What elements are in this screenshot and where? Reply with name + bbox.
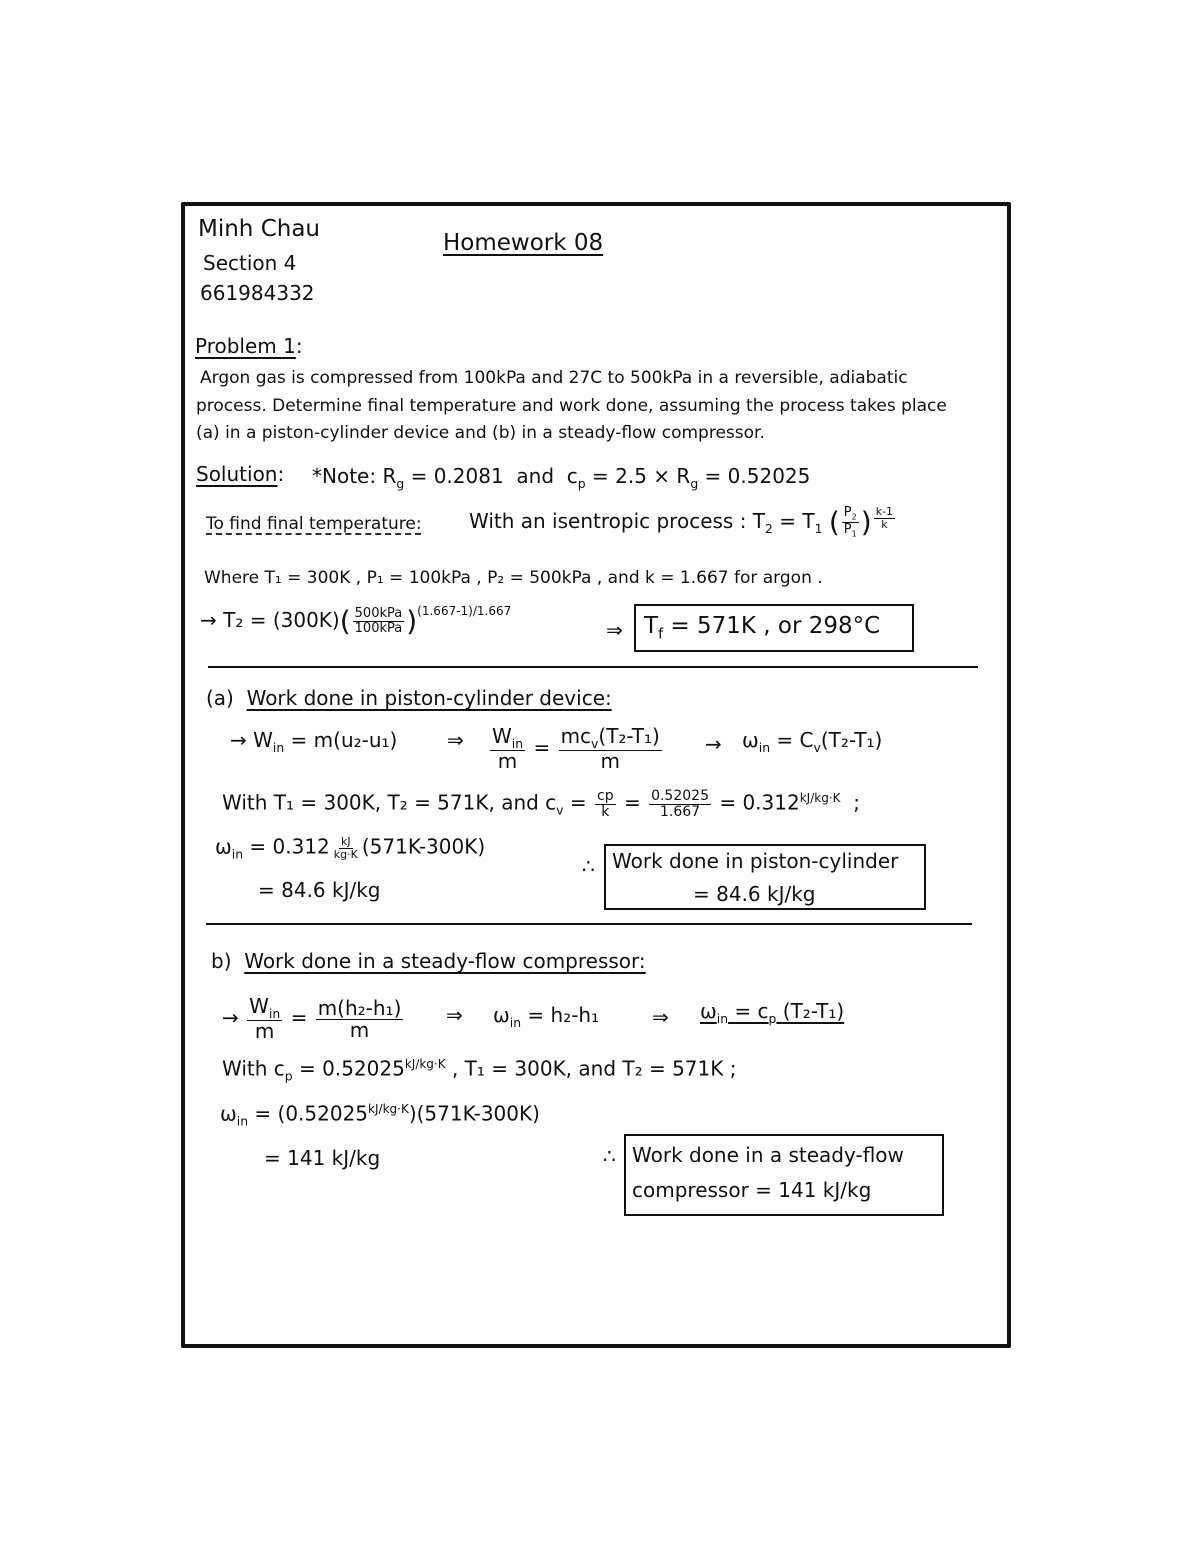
final-temp-result: $T_f = 571K$ , or 298°C [644,613,881,643]
part-a-equation-3: $\omega_{in} = C_v(T_2-T_1)$ [742,728,883,755]
part-a-arrow-2: → [705,732,722,756]
section-label: Section 4 [203,251,297,275]
divider [208,666,978,668]
part-b-arrow-1: ⇒ [446,1003,463,1027]
part-b-work-line-1: $\omega_{in} = (0.52025^{kJ/kg\cdot K})(571K-300K)$ [220,1101,540,1129]
result-arrow: ⇒ [606,618,623,642]
part-b-given: With $c_p = 0.52025^{kJ/kg\cdot K}$ , T₁ = 300K, and T₂ = 571K ; [222,1056,737,1084]
final-temp-heading: To find final temperature: [206,514,422,534]
part-b-equation-1: → $\frac{W_{in}}{m}$ = $\frac{\text{m(h₂-h₁)}}{m}$ [222,994,402,1044]
solution-heading: Solution: [196,462,285,486]
given-values: Where T₁ = 300K , P₁ = 100kPa , P₂ = 500kPa , and k = 1.667 for argon . [204,568,823,588]
part-a-therefore: ∴ [582,854,595,878]
part-b-equation-3: $\omega_{in} = c_p$ (T₂-T₁) [700,999,845,1026]
part-a-equation-2: $\frac{W_{in}}{m}$ = $\frac{mc_v(T_2-T_1)}{m}$ [492,724,660,774]
part-a-work-line-1: $\omega_{in} = 0.312$ $\frac{kJ}{kg\cdot K}$ (571K-300K) [215,834,486,862]
solution-note: *Note: $R_g = 0.2081$ and $c_p = 2.5 \times R_g = 0.52025$ [312,464,811,491]
part-a-arrow-1: ⇒ [447,728,464,752]
part-a-equation-1: → $W_{in} = m(u_2-u_1)$ [230,728,398,755]
problem-heading: Problem 1: [195,334,303,358]
divider [206,923,972,925]
problem-line-1: Argon gas is compressed from 100kPa and 27C to 500kPa in a reversible, adiabatic [200,368,908,388]
temperature-calculation: → T₂ = (300K)( $\frac{\text{500kPa}}{\text{100kPa}}$ )$^{(1.667-1)/1.667}$ [200,604,512,638]
problem-line-3: (a) in a piston-cylinder device and (b) in a steady-flow compressor. [196,423,765,443]
part-a-result-line-1: Work done in piston-cylinder [612,849,899,873]
part-a-heading: (a) Work done in piston-cylinder device: [206,686,612,710]
part-a-work-line-2: = 84.6 kJ/kg [258,878,381,902]
part-a-result-line-2: = 84.6 kJ/kg [693,882,816,906]
part-b-heading: b) Work done in a steady-flow compressor: [211,949,646,973]
part-b-equation-2: $\omega_{in} = h_2-h_1$ [493,1003,600,1030]
student-id: 661984332 [200,281,315,305]
part-b-therefore: ∴ [603,1144,616,1168]
student-name: Minh Chau [198,216,321,242]
isentropic-equation: With an isentropic process : $T_2 = T_1$ ( $\frac{P_2}{P_1}$ ) $\frac{k-1}{k}$ [469,505,894,539]
page-title: Homework 08 [443,230,604,256]
part-a-given: With T₁ = 300K, T₂ = 571K, and $c_v$ = $\frac{cp}{k}$ = $\frac{0.52025}{1.667}$ = $0.312^{kJ/kg\cdot K}$ ; [222,788,860,820]
part-b-result-line-1: Work done in a steady-flow [632,1143,904,1167]
part-b-result-line-2: compressor = 141 kJ/kg [632,1178,872,1202]
problem-line-2: process. Determine final temperature and work done, assuming the process takes place [196,396,947,416]
part-b-work-line-2: = 141 kJ/kg [264,1146,381,1170]
part-b-arrow-2: ⇒ [652,1005,669,1029]
